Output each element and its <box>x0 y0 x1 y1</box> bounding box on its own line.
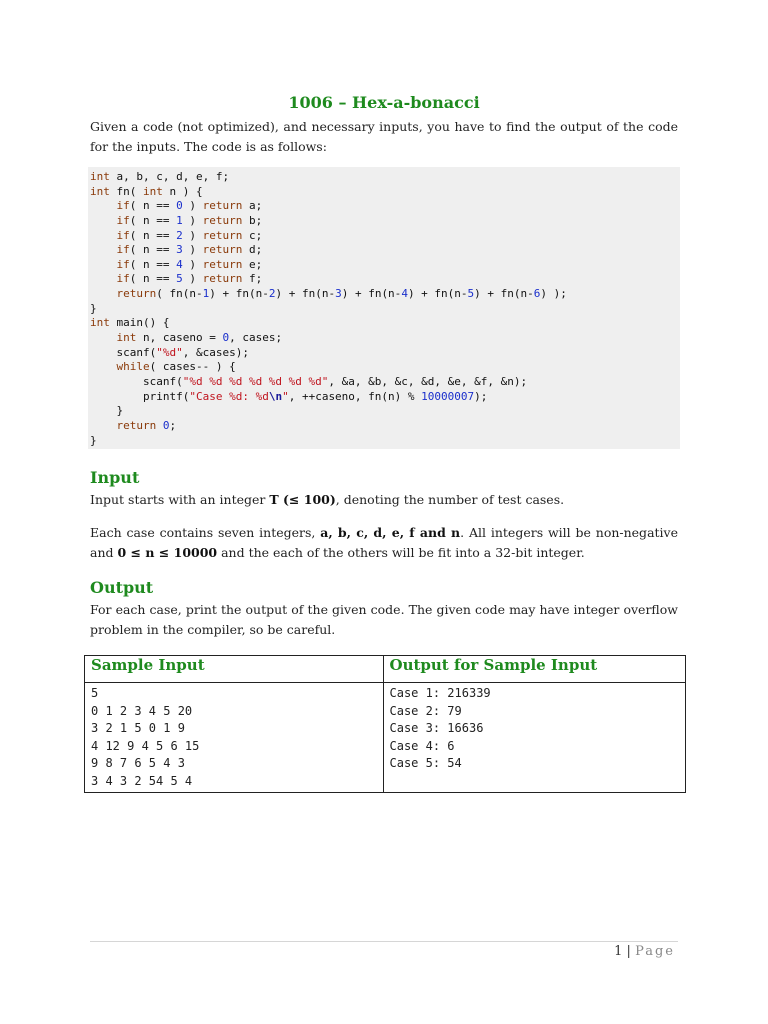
code-token <box>90 287 117 300</box>
code-token: if <box>116 272 130 286</box>
code-token <box>90 331 117 344</box>
code-token: ); <box>474 389 488 403</box>
code-token: } <box>90 433 97 447</box>
text-segment: . All integers will be non-negative and <box>90 525 678 560</box>
code-token: 0 <box>222 331 230 345</box>
code-token: 4 <box>176 257 183 271</box>
code-token: 5 <box>176 272 183 286</box>
code-token <box>90 199 117 212</box>
code-token: "%d" <box>156 345 183 359</box>
sample-output-header: Output for Sample Input <box>383 656 686 683</box>
code-token: int <box>90 184 110 198</box>
code-line <box>90 375 680 390</box>
bold-text: a, b, c, d, e, f and n <box>320 525 461 540</box>
code-token: ) <box>182 272 203 286</box>
code-line <box>90 272 680 287</box>
code-token: b; <box>242 213 263 227</box>
code-token: c; <box>242 228 263 242</box>
code-line <box>90 390 680 405</box>
code-line <box>90 316 680 331</box>
code-line <box>90 258 680 273</box>
text-segment: Input starts with an integer <box>90 492 270 507</box>
code-token: return <box>116 418 157 432</box>
code-token: if <box>116 243 130 257</box>
code-token: main() { <box>109 316 170 330</box>
code-token: ) + fn(n- <box>275 287 336 301</box>
bold-text: 0 ≤ n ≤ 10000 <box>117 545 218 560</box>
code-line <box>90 404 680 419</box>
code-token: "%d %d %d %d %d %d %d" <box>182 374 329 388</box>
code-line <box>90 199 680 214</box>
code-token: ( n == <box>129 243 177 257</box>
code-token: 3 <box>176 243 183 257</box>
code-token: ) <box>182 199 203 213</box>
code-token <box>156 419 163 432</box>
code-token: } <box>90 404 124 418</box>
code-token: ) <box>182 243 203 257</box>
code-token: 1 <box>202 287 210 301</box>
code-token: 2 <box>176 228 183 242</box>
text-segment: Each case contains seven integers, <box>90 525 321 540</box>
sample-input-line: 9 8 7 6 5 4 3 <box>91 756 185 770</box>
code-token <box>90 214 117 227</box>
code-token: , ++caseno, fn(n) % <box>288 389 422 403</box>
code-token: } <box>90 301 97 315</box>
code-token: return <box>202 257 243 271</box>
code-line <box>90 360 680 375</box>
sample-table <box>84 655 686 793</box>
sample-input-line: 3 2 1 5 0 1 9 <box>91 721 185 735</box>
code-token: 3 <box>335 287 342 301</box>
code-line <box>90 346 680 361</box>
code-token: a; <box>242 199 263 213</box>
sample-input-line: 0 1 2 3 4 5 20 <box>91 703 193 718</box>
code-line <box>90 243 680 258</box>
code-block <box>88 167 680 449</box>
code-token: ) ); <box>540 287 567 301</box>
input-paragraph-1 <box>90 490 678 510</box>
code-token: int <box>143 184 163 198</box>
code-token: 5 <box>467 287 475 301</box>
sample-input-line: 3 4 3 2 54 5 4 <box>91 773 193 788</box>
code-token: ( n == <box>129 199 177 213</box>
code-token: , &a, &b, &c, &d, &e, &f, &n); <box>328 374 528 388</box>
sample-output-line: Case 4: 6 <box>389 738 455 753</box>
code-token: ( n == <box>129 257 177 271</box>
code-token: return <box>202 199 243 213</box>
code-token: e; <box>242 257 263 271</box>
problem-title: 1006 – Hex-a-bonacci <box>288 93 480 112</box>
text-segment: , denoting the number of test cases. <box>335 492 565 507</box>
code-token: ) + fn(n- <box>209 287 269 301</box>
code-token: 2 <box>268 287 276 301</box>
code-token: return <box>116 287 157 301</box>
code-token: fn( <box>109 184 143 198</box>
code-token: ; <box>169 418 177 432</box>
code-token: " <box>282 389 289 403</box>
bold-text: T (≤ 100) <box>269 492 336 507</box>
code-token: ( cases-- ) { <box>149 360 236 374</box>
code-token: if <box>116 257 130 271</box>
page-word: Page <box>635 944 675 959</box>
code-token: \n <box>268 389 283 403</box>
code-token: int <box>90 170 110 183</box>
code-token: n, caseno = <box>136 331 223 345</box>
code-token: if <box>116 213 130 227</box>
code-token: return <box>202 228 243 242</box>
code-token: ) + fn(n- <box>474 287 534 301</box>
code-token <box>90 229 117 242</box>
code-line <box>90 434 680 449</box>
code-token: ( fn(n- <box>156 287 203 301</box>
code-token: scanf( <box>90 345 157 359</box>
code-token: 4 <box>401 287 408 301</box>
output-paragraph: For each case, print the output of the given code. The given code may have integer overflow problem in the compiler, so be careful. <box>90 602 678 637</box>
sample-input-line: 5 <box>91 686 99 700</box>
code-token <box>90 272 117 285</box>
code-token: , &cases); <box>182 345 249 359</box>
footer-divider <box>90 941 678 942</box>
code-line <box>90 170 680 185</box>
code-token: 0 <box>176 199 183 213</box>
code-token <box>90 243 117 256</box>
code-line <box>90 419 680 434</box>
page-footer <box>614 944 675 959</box>
output-heading: Output <box>90 578 154 597</box>
code-token: f; <box>242 272 263 286</box>
sample-input-cell <box>85 683 384 793</box>
code-line <box>90 185 680 200</box>
problem-intro: Given a code (not optimized), and necessary inputs, you have to find the output of the code for the inputs. The code is as follows: <box>90 119 678 154</box>
footer-separator: | <box>622 944 636 959</box>
code-token: return <box>202 243 243 257</box>
code-token: "Case %d: %d <box>189 389 269 403</box>
code-token: ) <box>182 213 203 227</box>
code-token: 10000007 <box>421 389 475 403</box>
code-line <box>90 214 680 229</box>
sample-input-line: 4 12 9 4 5 6 15 <box>91 738 200 753</box>
code-token <box>90 419 117 432</box>
code-token <box>90 258 117 271</box>
code-token: return <box>202 213 243 227</box>
code-line <box>90 302 680 317</box>
code-token: ) + fn(n- <box>341 287 402 301</box>
code-token: ) + fn(n- <box>407 287 468 301</box>
code-token: 1 <box>176 213 183 227</box>
code-token: printf( <box>90 389 190 403</box>
sample-input-header: Sample Input <box>85 656 384 683</box>
code-token: int <box>116 331 137 345</box>
code-token: if <box>116 199 130 213</box>
input-heading: Input <box>90 468 140 487</box>
code-token: ( n == <box>129 272 177 286</box>
code-token: ( n == <box>129 213 177 227</box>
code-token: while <box>116 360 150 374</box>
sample-output-line: Case 5: 54 <box>389 756 462 770</box>
sample-output-line: Case 2: 79 <box>389 703 462 718</box>
code-token: return <box>202 272 243 286</box>
code-token: ( n == <box>129 228 177 242</box>
text-segment: and the each of the others will be fit into a 32-bit integer. <box>217 545 585 560</box>
sample-output-line: Case 3: 16636 <box>389 721 484 735</box>
code-token: a, b, c, d, e, f; <box>109 170 230 183</box>
code-token <box>90 360 117 373</box>
code-line <box>90 229 680 244</box>
code-token: int <box>90 316 110 330</box>
code-token: scanf( <box>90 374 183 388</box>
code-token: ) <box>182 257 203 271</box>
code-token: ) <box>182 228 203 242</box>
sample-output-line: Case 1: 216339 <box>389 686 491 700</box>
page-number: 1 <box>614 944 623 959</box>
code-line <box>90 287 680 302</box>
code-token: d; <box>242 243 263 257</box>
code-token: , cases; <box>229 331 283 345</box>
code-token: 0 <box>162 418 170 432</box>
code-token: 6 <box>533 287 541 301</box>
code-line <box>90 331 680 346</box>
input-paragraph-2 <box>90 523 678 563</box>
sample-output-cell <box>383 683 686 793</box>
code-token: n ) { <box>162 184 203 198</box>
code-token: if <box>116 228 130 242</box>
